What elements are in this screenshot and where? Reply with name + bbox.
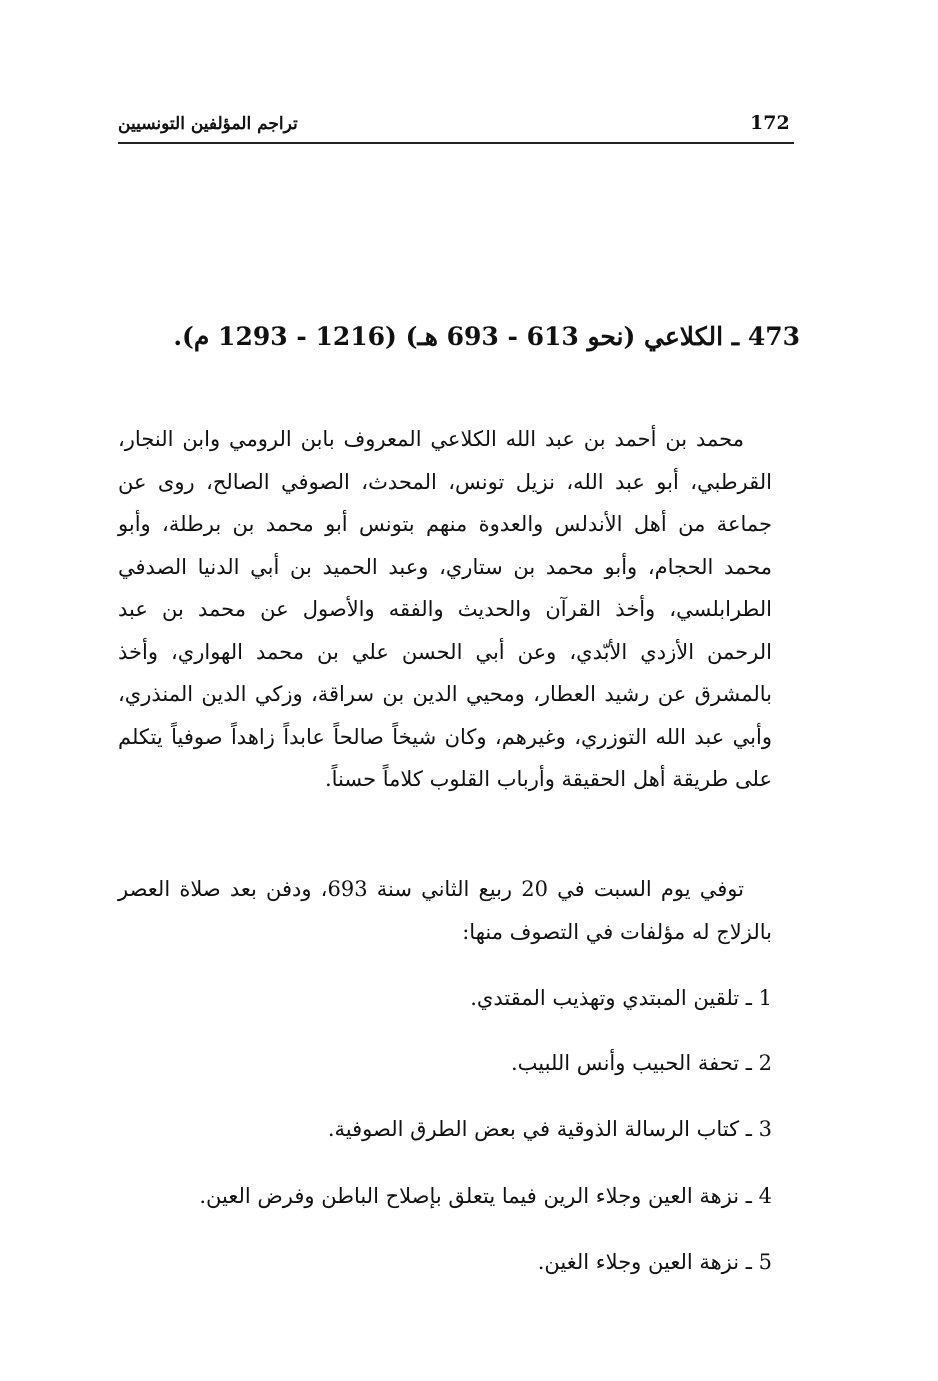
page-header [118, 108, 794, 144]
work-item-2: 2 ـ تحفة الحبيب وأنس اللبيب. [510, 1051, 772, 1075]
work-item-5: 5 ـ نزهة العين وجلاء الغين. [537, 1250, 772, 1274]
biography-paragraph: محمد بن أحمد بن عبد الله الكلاعي المعروف بابن الرومي وابن النجار، القرطبي، أبو عبد الله، نزيل تونس، المحدث، الصوفي الصالح، روى عن جماعة من أهل الأندلس والعدوة منهم بتونس أبو محمد بن برطلة، وأبو محمد الحجام، وأبو محمد بن ستاري، وعبد الحميد بن أبي الدنيا الصدفي الطرابلسي، وأخذ القرآن والحديث والفقه والأصول عن محمد بن عبد الرحمن الأزدي الأبّدي، وعن أبي الحسن علي بن محمد الهواري، وأخذ بالمشرق عن رشيد العطار، ومحيي الدين بن سراقة، وزكي الدين المنذري، وأبي عبد الله التوزري، وغيرهم، وكان شيخاً صالحاً عابداً زاهداً صوفياً يتكلم على طريقة أهل الحقيقة وأرباب القلوب كلاماً حسناً. [118, 427, 772, 791]
work-item-4: 4 ـ نزهة العين وجلاء الرين فيما يتعلق بإصلاح الباطن وفرض العين. [199, 1184, 772, 1208]
death-paragraph: توفي يوم السبت في 20 ربيع الثاني سنة 693، ودفن بعد صلاة العصر بالزلاج له مؤلفات في التصوف منها: [118, 877, 772, 944]
work-item-1: 1 ـ تلقين المبتدي وتهذيب المقتدي. [470, 986, 772, 1010]
work-item-3: 3 ـ كتاب الرسالة الذوقية في بعض الطرق الصوفية. [327, 1117, 772, 1141]
entry-title: 473 ـ الكلاعي (نحو 613 - 693 هـ) (1216 - 1293 م). [173, 322, 800, 351]
page-number: 172 [750, 112, 790, 134]
running-title: تراجم المؤلفين التونسيين [118, 114, 298, 134]
